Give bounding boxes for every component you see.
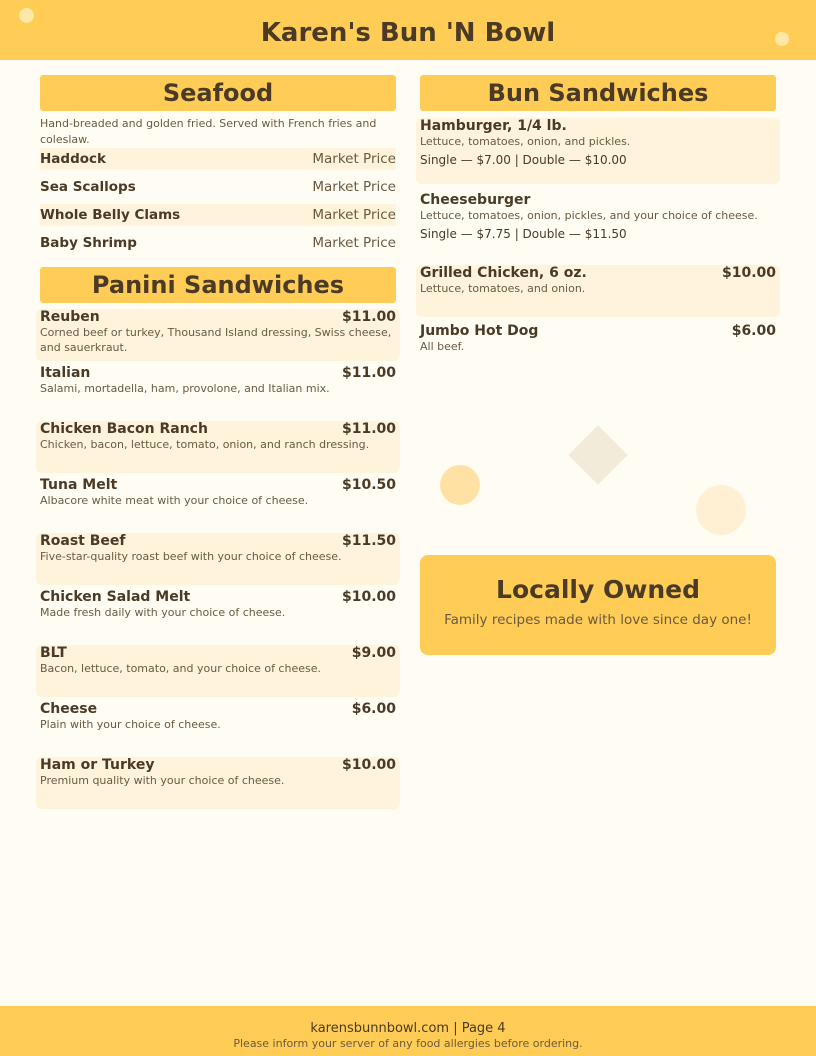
item-size-options: Single — $7.00 | Double — $10.00 [420, 153, 627, 167]
item-description: Bacon, lettuce, tomato, and your choice of cheese. [40, 662, 321, 675]
item-name: Sea Scallops [40, 179, 136, 195]
item-name: Ham or Turkey [40, 757, 155, 773]
item-description: Salami, mortadella, ham, provolone, and Italian mix. [40, 382, 330, 395]
decorative-dot [775, 32, 789, 46]
banner-text: Family recipes made with love since day one! [444, 612, 752, 628]
item-name: Cheeseburger [420, 192, 531, 208]
item-description: Five-star-quality roast beef with your choice of cheese. [40, 550, 342, 563]
panini-heading: Panini Sandwiches [40, 267, 396, 303]
menu-item [36, 365, 400, 417]
item-price: $10.00 [341, 589, 396, 605]
menu-item [416, 118, 780, 184]
item-description: Albacore white meat with your choice of cheese. [40, 494, 309, 507]
menu-item [36, 589, 400, 641]
item-name: Haddock [40, 151, 106, 167]
decorative-dot [19, 8, 34, 23]
menu-item [36, 309, 400, 361]
item-name: Jumbo Hot Dog [420, 323, 539, 339]
item-name: Reuben [40, 309, 100, 325]
item-price: $9.00 [351, 645, 396, 661]
item-price: $11.00 [341, 365, 396, 381]
item-name: Grilled Chicken, 6 oz. [420, 265, 587, 281]
seafood-heading: Seafood [40, 75, 396, 111]
item-name: Baby Shrimp [40, 235, 137, 251]
menu-item [36, 701, 400, 753]
panini-section [40, 267, 396, 303]
menu-item [36, 645, 400, 697]
seafood-item [40, 232, 396, 254]
item-name: Whole Belly Clams [40, 207, 181, 223]
menu-item [36, 477, 400, 529]
seafood-item [40, 204, 396, 226]
decorative-circle [696, 485, 746, 535]
menu-item [416, 323, 780, 375]
item-description: Chicken, bacon, lettuce, tomato, onion, and ranch dressing. [40, 438, 370, 451]
item-size-options: Single — $7.75 | Double — $11.50 [420, 227, 627, 241]
item-name: Roast Beef [40, 533, 126, 549]
item-description: Lettuce, tomatoes, onion, and pickles. [420, 135, 631, 148]
item-price: $10.50 [341, 477, 396, 493]
item-description: All beef. [420, 340, 465, 353]
item-name: BLT [40, 645, 67, 661]
menu-item [36, 533, 400, 585]
item-name: Tuna Melt [40, 477, 118, 493]
menu-item [416, 265, 780, 317]
item-price: $10.00 [721, 265, 776, 281]
decorative-diamond [568, 425, 627, 484]
item-name: Chicken Bacon Ranch [40, 421, 208, 437]
item-price: $11.00 [341, 421, 396, 437]
item-price: Market Price [312, 179, 396, 195]
item-description: Premium quality with your choice of cheese. [40, 774, 285, 787]
item-description: Corned beef or turkey, Thousand Island dressing, Swiss cheese, and sauerkraut. [40, 326, 392, 354]
item-price: Market Price [312, 235, 396, 251]
footer-allergy-note: Please inform your server of any food allergies before ordering. [233, 1037, 583, 1050]
menu-item [416, 192, 780, 260]
item-price: Market Price [312, 207, 396, 223]
item-price: $6.00 [351, 701, 396, 717]
menu-item [36, 421, 400, 473]
footer-bar [0, 1006, 816, 1056]
item-name: Hamburger, 1/4 lb. [420, 118, 567, 134]
item-price: $11.00 [341, 309, 396, 325]
item-price: $11.50 [341, 533, 396, 549]
item-name: Italian [40, 365, 91, 381]
seafood-item [40, 148, 396, 170]
item-description: Lettuce, tomatoes, onion, pickles, and your choice of cheese. [420, 209, 758, 222]
item-price: Market Price [312, 151, 396, 167]
decorative-circle [440, 465, 480, 505]
footer-website-page: karensbunnbowl.com | Page 4 [310, 1021, 506, 1036]
header-bar [0, 0, 816, 60]
banner-heading: Locally Owned [496, 575, 700, 604]
seafood-section [40, 75, 396, 254]
restaurant-title: Karen's Bun 'N Bowl [260, 18, 556, 48]
locally-owned-banner [420, 555, 776, 655]
item-name: Chicken Salad Melt [40, 589, 191, 605]
item-price: $10.00 [341, 757, 396, 773]
item-name: Cheese [40, 701, 98, 717]
item-description: Lettuce, tomatoes, and onion. [420, 282, 586, 295]
item-description: Plain with your choice of cheese. [40, 718, 221, 731]
item-description: Made fresh daily with your choice of cheese. [40, 606, 286, 619]
seafood-item [40, 176, 396, 198]
bun-section [420, 75, 776, 111]
item-price: $6.00 [731, 323, 776, 339]
menu-item [36, 757, 400, 809]
bun-heading: Bun Sandwiches [420, 75, 776, 111]
seafood-note: Hand-breaded and golden fried. Served with French fries and coleslaw. [40, 117, 377, 146]
